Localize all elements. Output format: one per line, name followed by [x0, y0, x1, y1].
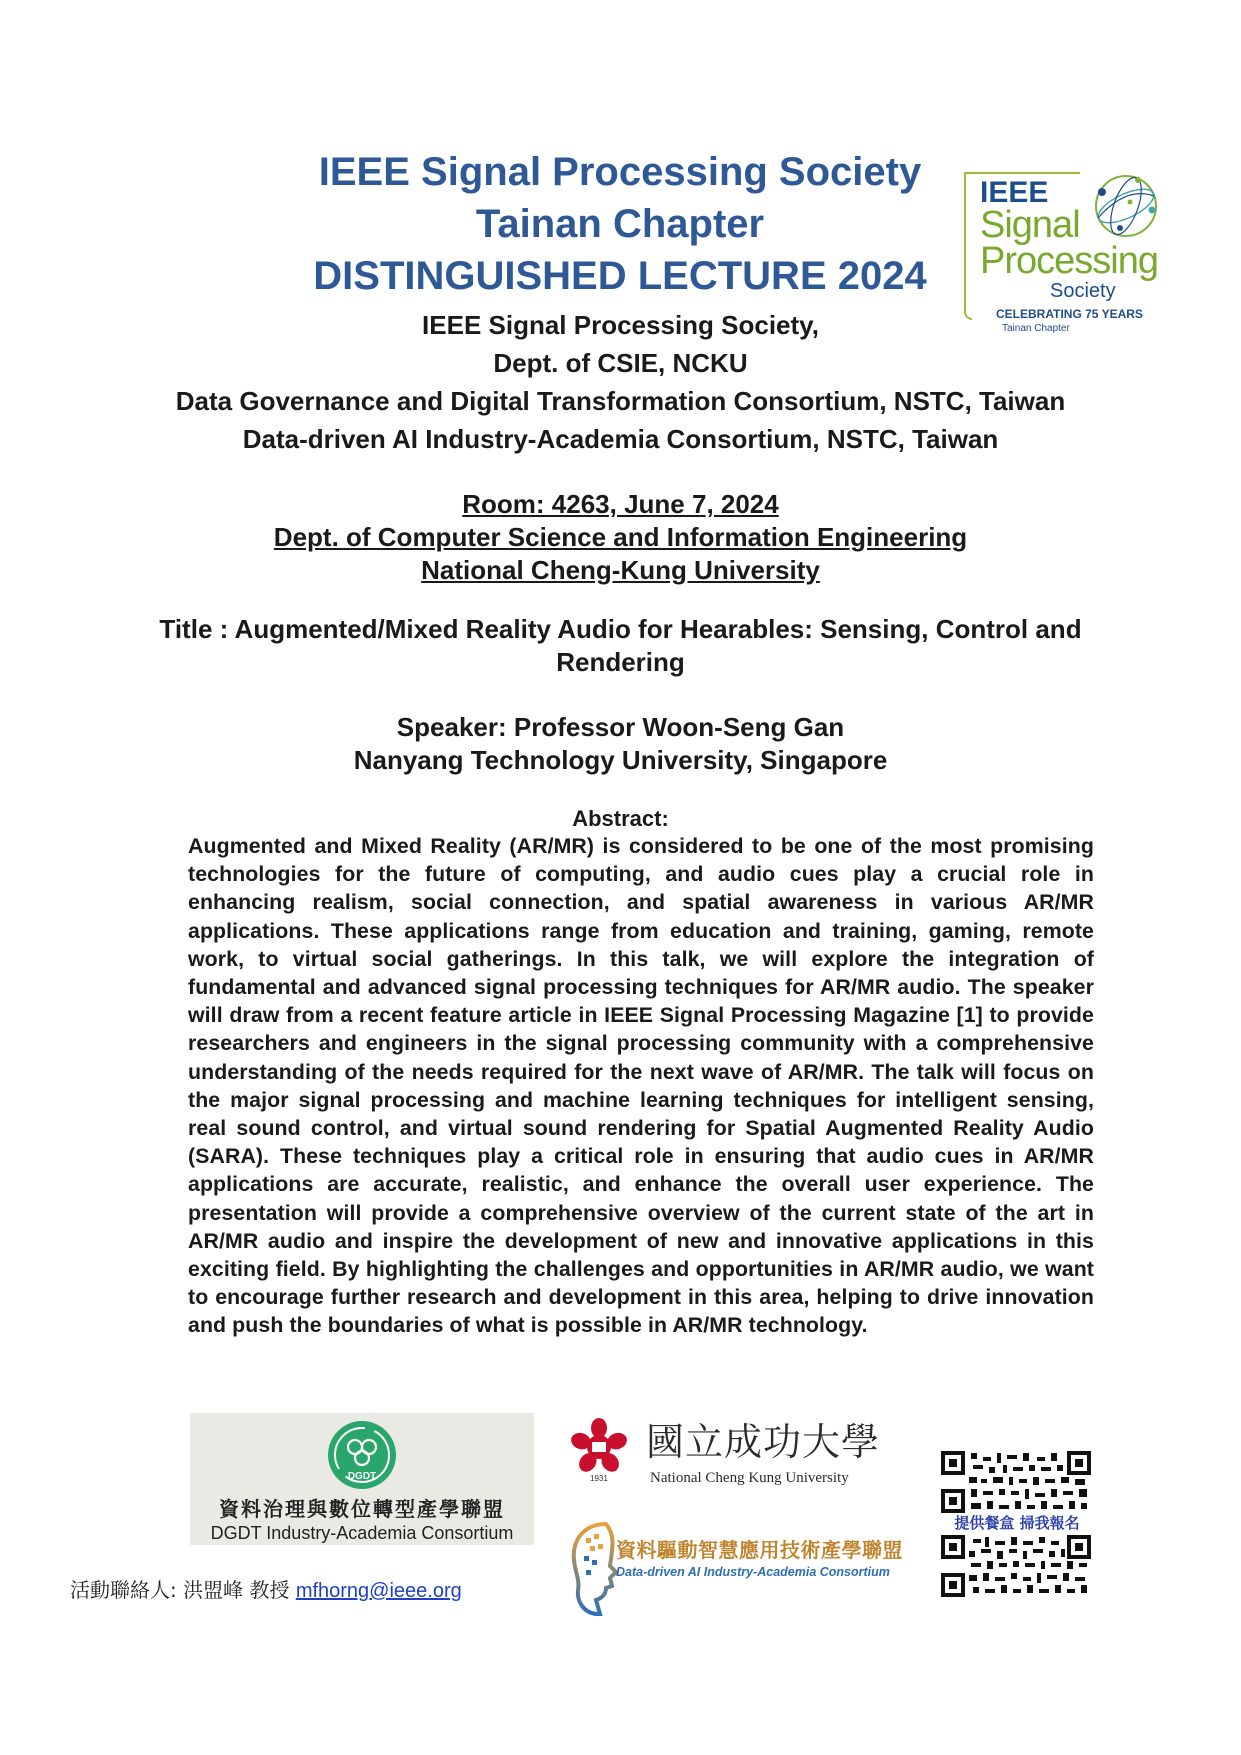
qr-registration-label: 提供餐盒 掃我報名	[954, 1514, 1080, 1532]
head-profile-icon	[566, 1520, 622, 1618]
abstract-text: Augmented and Mixed Reality (AR/MR) is considered to be one of the most promising technologies for the future of computing, and audio cues play a crucial role in enhancing realism, social connection, and spatial awareness in various AR/MR applications. These applications range from education and training, gaming, remote work, to virtual social gatherings. In this talk, we will explore the integration of fundamental and advanced signal processing techniques for AR/MR audio. The speaker will draw from a recent feature article in IEEE Signal Processing Magazine [1] to provide researchers and engineers in the signal processing community with a comprehensive understanding of the needs required for the next wave of AR/MR. The talk will focus on the major signal processing and machine learning techniques for intelligent sensing, real sound control, and virtual sound rendering for Spatial Augmented Reality Audio (SARA). These techniques play a critical role in ensuring that audio cues in AR/MR applications are accurate, realistic, and enhance the overall user experience. The presentation will provide a comprehensive overview of the current state of the art in AR/MR audio and inspire the development of new and innovative applications in this exciting field. By highlighting the challenges and opportunities in AR/MR audio, we want to encourage further research and development in this area, helping to drive innovation and push the boundaries of what is possible in AR/MR technology.	[188, 834, 1094, 1338]
ncku-logo	[570, 1418, 881, 1494]
logo-processing-text: Processing	[980, 240, 1158, 282]
dgdt-emblem-icon	[326, 1419, 398, 1491]
speaker-affiliation: Nanyang Technology University, Singapore	[353, 745, 888, 775]
organizer-line: IEEE Signal Processing Society,	[422, 310, 819, 340]
venue-university: National Cheng-Kung University	[421, 555, 820, 585]
venue-department: Dept. of Computer Science and Information Engineering	[273, 522, 968, 552]
registration-qr-code[interactable]	[941, 1535, 1091, 1597]
dgdt-consortium-logo	[190, 1413, 534, 1545]
header-chapter: Tainan Chapter	[475, 202, 765, 246]
dgdt-emblem-label: DGDT	[347, 1471, 377, 1482]
speaker-name: Speaker: Professor Woon-Seng Gan	[396, 712, 845, 742]
contact-line	[70, 1577, 462, 1604]
organizer-line: Data-driven AI Industry-Academia Consortium, NSTC, Taiwan	[242, 424, 999, 454]
abstract-heading: Abstract:	[572, 806, 669, 831]
logo-society-text: Society	[1050, 280, 1116, 302]
ncku-name-zh: 國立成功大學	[646, 1420, 881, 1464]
dai-name-en: Data-driven AI Industry-Academia Consortium	[616, 1565, 890, 1579]
organizer-line: Data Governance and Digital Transformation Consortium, NSTC, Taiwan	[175, 386, 1066, 416]
header-society: IEEE Signal Processing Society	[318, 150, 922, 194]
contact-label: 活動聯絡人: 洪盟峰 教授	[70, 1578, 296, 1602]
dgdt-name-en: DGDT Industry-Academia Consortium	[210, 1523, 514, 1543]
logo-ieee-text: IEEE	[980, 176, 1049, 209]
logo-frame-top	[964, 172, 1080, 174]
dai-name-zh: 資料驅動智慧應用技術產學聯盟	[616, 1538, 903, 1562]
dgdt-name-zh: 資料治理與數位轉型產學聯盟	[219, 1497, 505, 1521]
venue-room-date: Room: 4263, June 7, 2024	[462, 489, 779, 519]
organizer-line: Dept. of CSIE, NCKU	[493, 348, 748, 378]
logo-frame	[964, 172, 972, 320]
talk-title: Title : Augmented/Mixed Reality Audio for Hearables: Sensing, Control and Rendering	[159, 614, 1082, 677]
ncku-name-en: National Cheng Kung University	[650, 1470, 849, 1486]
contact-email-link[interactable]: mfhorng@ieee.org	[295, 1580, 462, 1602]
data-driven-ai-consortium-logo	[566, 1520, 906, 1620]
ncku-seal-icon	[570, 1418, 628, 1484]
header-lecture: DISTINGUISHED LECTURE 2024	[313, 254, 927, 298]
logo-signal-text: Signal	[980, 204, 1080, 246]
ncku-seal-year: 1931	[590, 1474, 608, 1483]
registration-qr-code[interactable]	[941, 1451, 1091, 1513]
logo-chapter-text: Tainan Chapter	[1002, 323, 1070, 334]
logo-celebrating-text: CELEBRATING 75 YEARS	[996, 307, 1143, 321]
